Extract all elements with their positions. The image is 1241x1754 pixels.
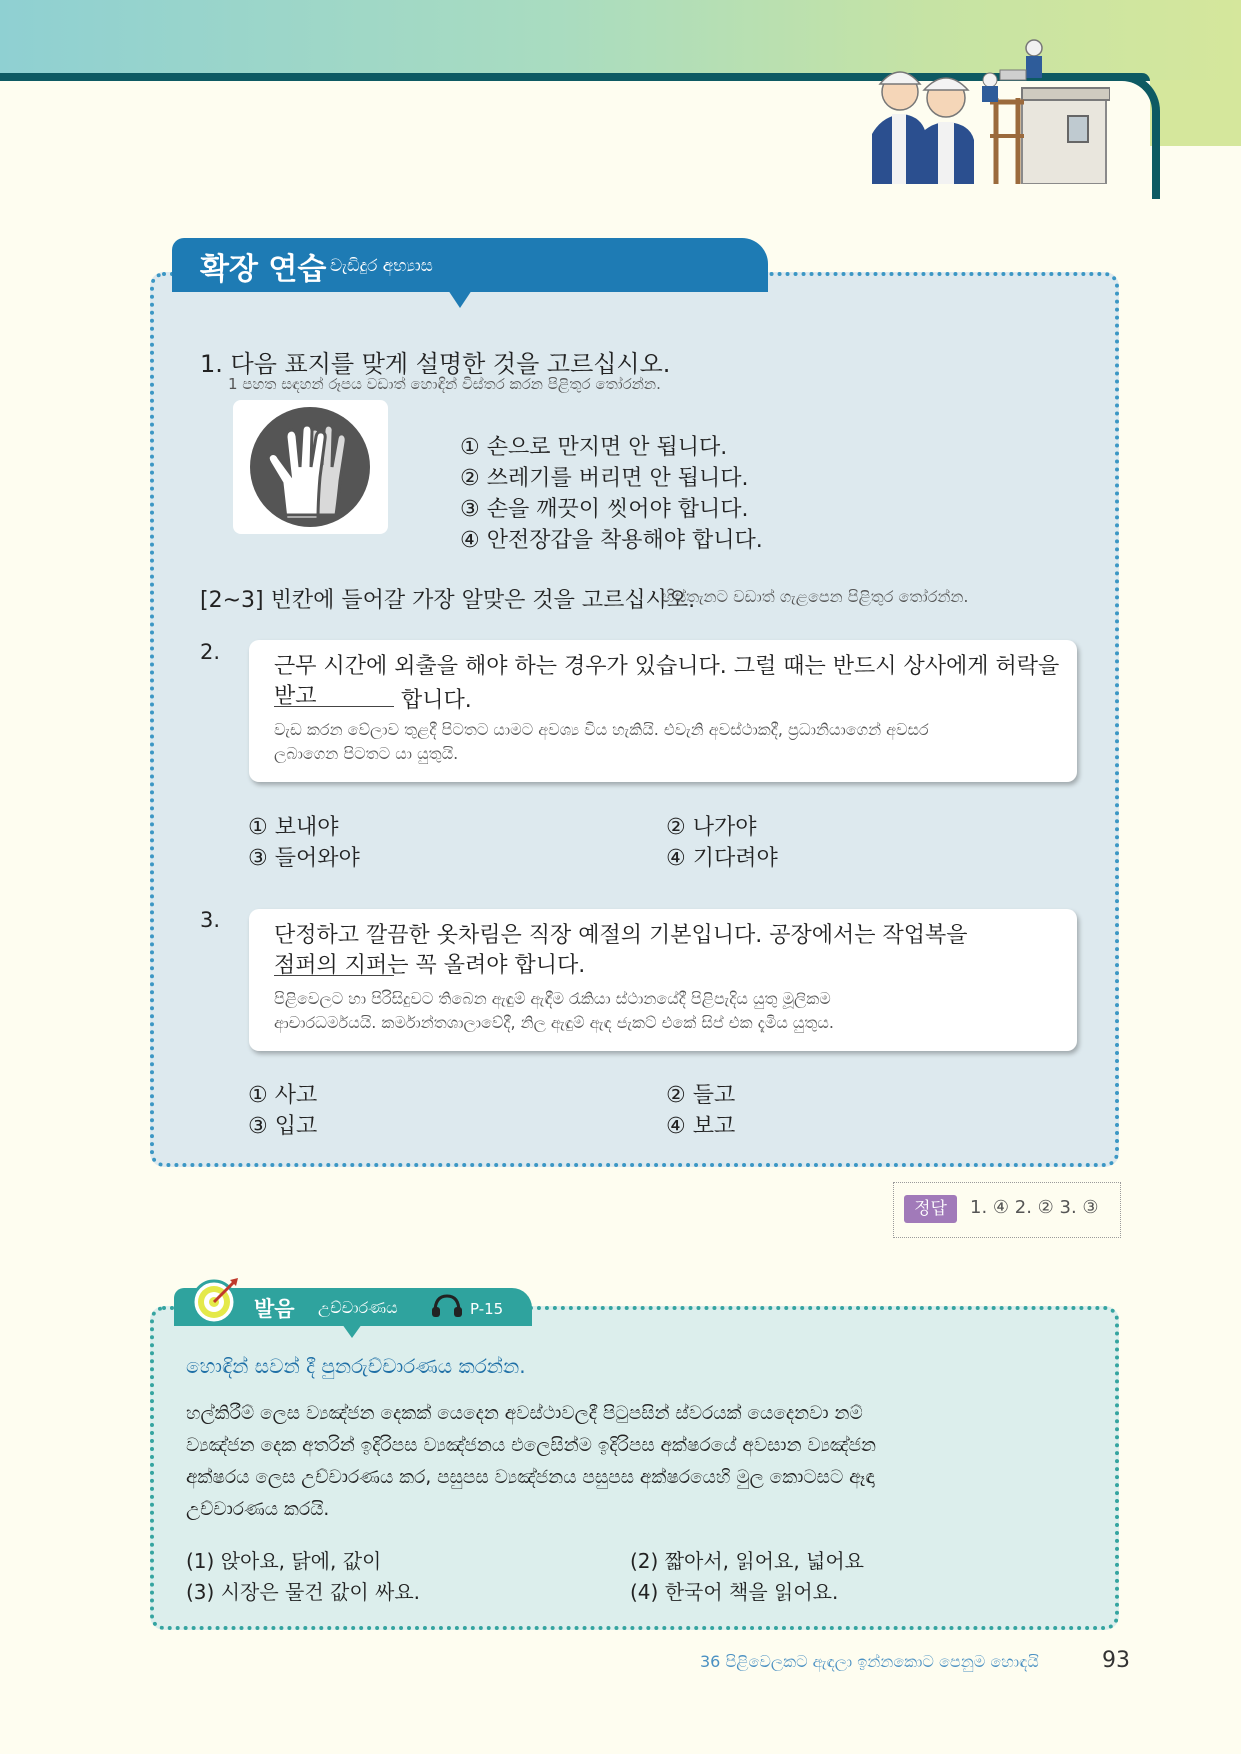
q2-option-3[interactable]: ③ 들어와야: [248, 846, 360, 871]
pronunciation-body-line1: හල්කිරීම් ලෙස ව්‍යඤ්ජන දෙකක් යෙදෙන අවස්ථාවලදී පිටුපසින් ස්වරයක් යෙදෙනවා නම්: [186, 1403, 863, 1424]
q2-si-line2: ලබාගෙන පිටතට යා යුතුයි.: [274, 744, 459, 763]
q1-subtitle: 1 පහත සඳහන් රූපය වඩාත් හොඳින් විස්තර කරන පිළිතුර තෝරන්න.: [228, 375, 661, 393]
pronunciation-heading: හොඳින් සවන් දී පුනරුච්චාරණය කරන්න.: [186, 1354, 526, 1378]
pronunciation-body-line3: අක්ෂරය ලෙස උච්චාරණය කර, පසුපස ව්‍යඤ්ජනය පසුපස අක්ෂරයෙහි මුල කොටසට ඈඳා: [186, 1467, 875, 1488]
workers-illustration: [872, 36, 1110, 184]
q3-text-line2: 점퍼의 지퍼는 꼭 올려야 합니다.: [274, 953, 586, 978]
pronunciation-body-line4: උච්චාරණය කරයි.: [186, 1499, 330, 1520]
practice-title: 확장 연습: [200, 252, 327, 287]
pronunciation-example-1: (1) 앉아요, 닭에, 값이: [186, 1549, 382, 1573]
practice-tab-pointer: [448, 290, 472, 308]
pronunciation-example-2: (2) 짧아서, 읽어요, 넓어요: [630, 1549, 864, 1573]
q1-option-1[interactable]: ① 손으로 만지면 안 됩니다.: [460, 435, 728, 460]
q2-text-line1: 근무 시간에 외출을 해야 하는 경우가 있습니다. 그럴 때는 반드시 상사에게 허락을 받고: [274, 654, 1060, 709]
q3-option-3[interactable]: ③ 입고: [248, 1114, 318, 1139]
q1-option-3[interactable]: ③ 손을 깨끗이 씻어야 합니다.: [460, 497, 749, 522]
header-curve: [1122, 73, 1160, 199]
q2-number: 2.: [200, 640, 221, 664]
pronunciation-body: [186, 1398, 1086, 1526]
q2-card: [249, 640, 1077, 782]
q23-instruction: [2~3] 빈칸에 들어갈 가장 알맞은 것을 고르십시오.: [200, 588, 696, 613]
pronunciation-subtitle: උච්චාරණය: [318, 1298, 398, 1317]
target-icon: [192, 1276, 242, 1326]
gloves-sign-icon: [248, 405, 373, 530]
q2-blank: [274, 682, 394, 707]
pronunciation-title: 발음: [254, 1297, 295, 1321]
practice-subtitle: වැඩිදුර අභ්‍යාස: [330, 256, 433, 276]
q3-number: 3.: [200, 908, 221, 932]
q1-option-2[interactable]: ② 쓰레기를 버리면 안 됩니다.: [460, 466, 749, 491]
pronunciation-example-3: (3) 시장은 물건 값이 싸요.: [186, 1580, 420, 1604]
q3-option-2[interactable]: ② 들고: [666, 1083, 736, 1108]
q2-option-2[interactable]: ② 나가야: [666, 815, 757, 840]
q3-si-line1: පිළිවෙලට හා පිරිසිදුවට තිබෙන ඇඳුම් ඇඳීම රැකියා ස්ථානයේදී පිළිපැදිය යුතු මූලිකම: [274, 989, 831, 1008]
q2-option-4[interactable]: ④ 기다려야: [666, 846, 778, 871]
pronunciation-page-ref: P-15: [470, 1300, 504, 1318]
q2-text-line2-wrap: [274, 682, 472, 716]
pronunciation-tab-pointer: [342, 1324, 362, 1338]
q3-option-1[interactable]: ① 사고: [248, 1083, 318, 1108]
q3-option-4[interactable]: ④ 보고: [666, 1114, 736, 1139]
header-band-right: [1150, 80, 1241, 146]
headphone-icon[interactable]: [430, 1292, 464, 1318]
footer-chapter: 36 පිළිවෙලකට ඇඳලා ඉන්නකොට පෙනුම හොඳයි: [700, 1652, 1039, 1671]
pronunciation-example-4: (4) 한국어 책을 읽어요.: [630, 1580, 839, 1604]
q3-si-line2: ආචාරධර්මයයි. කර්මාන්තශාලාවේදී, නිල ඇඳුම් ඇඳ ජැකට් එකේ සිප් එක දැමිය යුතුය.: [274, 1013, 835, 1032]
answer-badge: 정답: [904, 1195, 957, 1223]
q2-si-line1: වැඩ කරන වේලාව තුළදී පිටතට යාමට අවශ්‍ය විය හැකියි. එවැනි අවස්ථාකදී, ප්‍රධානියාගෙන් අවසර: [274, 720, 929, 739]
q23-instruction-si: හිස්තැනට වඩාත් ගැළපෙන පිළිතුර තෝරන්න.: [662, 587, 969, 606]
q2-option-1[interactable]: ① 보내야: [248, 815, 339, 840]
q1-option-4[interactable]: ④ 안전장갑을 착용해야 합니다.: [460, 528, 763, 553]
q2-text-line2: 합니다.: [401, 688, 472, 713]
q3-card: [249, 909, 1077, 1051]
answer-text: 1. ④ 2. ② 3. ③: [970, 1197, 1099, 1218]
q3-text-line1: 단정하고 깔끔한 옷차림은 직장 예절의 기본입니다. 공장에서는 작업복을: [274, 923, 968, 948]
q1-title: 1. 다음 표지를 맞게 설명한 것을 고르십시오.: [200, 350, 671, 378]
pronunciation-body-line2: ව්‍යඤ්ජන දෙක අතරින් ඉදිරිපස ව්‍යඤ්ජනය එලෙසින්ම ඉදිරිපස අක්ෂරයේ අවසාන ව්‍යඤ්ජන: [186, 1435, 876, 1456]
page-number: 93: [1102, 1648, 1130, 1673]
